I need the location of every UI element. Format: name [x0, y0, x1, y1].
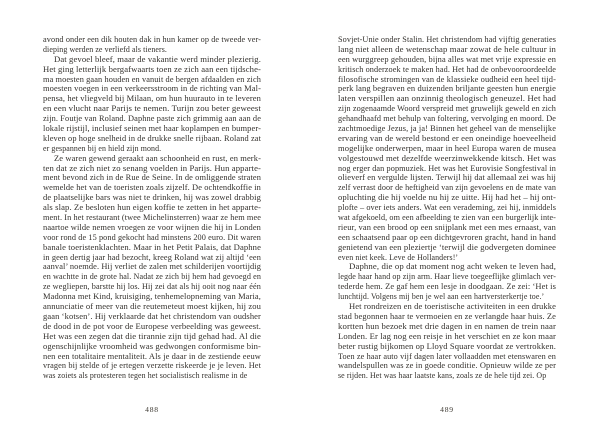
paragraph	[338, 300, 556, 379]
text-line: wandelspullen was ze in goede conditie. Opnieuw wilde ze per	[338, 361, 556, 371]
page-left-text	[43, 33, 261, 379]
text-line: tederde hem. Ze gaf hem een lesje in doodgaan. Ze zei: ‘Het is	[338, 282, 556, 292]
text-line: nen een totalitaire mentaliteit. Als je daar in de zestiende eeuw	[43, 351, 261, 361]
text-line: en wachtte in de grote hal. Nadat ze zich bij hem had gevoegd en	[43, 272, 262, 282]
text-line: banale toeristenklachten. Maar in het Petit Palais, dat Daphne	[43, 242, 261, 252]
text-line: ze wegliepen, barstte hij los. Hij zei dat als hij ooit nog naar één	[43, 282, 261, 292]
text-line: ment. In het restaurant (twee Michelinsterren) waar ze hem mee	[43, 213, 262, 223]
text-line: vragen bij stelde of je ertegen verzette riskeerde je je leven. Het	[43, 361, 261, 371]
text-line: rieur, van een brood op een snijplank met een mes ernaast, van	[338, 222, 556, 232]
text-line: ten dat ze zich niet zo senang voelden in Parijs. Hun apparte-	[43, 163, 262, 173]
text-line: laten verspillen aan onzinnig theologisch geneuzel. Het had	[338, 94, 557, 104]
text-line: even niet keek. Leve de Hollanders!’	[338, 252, 459, 262]
text-line: een wurggreep gehouden, bijna alles wat met vrije expressie en	[338, 54, 556, 64]
text-line: legde haar hand op zijn arm. Haar lieve toegeeflijke glimlach ver-	[338, 272, 557, 282]
page-number-left: 488	[145, 405, 159, 414]
text-line: beter rustig bijkomen op Lloyd Square voordat ze vertrokken.	[338, 341, 556, 351]
text-line: en een vlucht naar Parijs te nemen. Turijn zou beter geweest	[43, 104, 261, 114]
text-line: Ze waren gewend geraakt aan schoonheid en rust, en merk-	[54, 153, 262, 163]
text-line: Toen ze haar auto vijf dagen later vollaadden met etenswaren en	[338, 351, 557, 361]
text-line: perk lang begraven en duizenden briljante geesten hun energie	[338, 84, 556, 94]
text-line: filosofische stromingen van de klassieke oudheid een heel tijd-	[338, 74, 556, 84]
text-line: een schaatsend paar op een dichtgevroren gracht, hand in hand	[338, 232, 556, 242]
text-line: ment bevond zich in de Rue de Seine. In de omliggende straten	[43, 173, 261, 183]
text-line: lokale rijstijl, inclusief seinen met haar koplampen en bumper-	[43, 124, 261, 134]
text-line: nog erger dan popmuziek. Het was het Eurovisie Songfestival in	[338, 163, 557, 173]
text-line: was zoiets als protesteren tegen het socialistisch realisme in de	[43, 371, 248, 381]
page-right	[338, 33, 556, 433]
text-line: Het was een zegen dat die tirannie zijn tijd gehad had. Al die	[43, 331, 261, 341]
text-line: naartoe wilde nemen vroegen ze voor wijnen die hij in Londen	[43, 222, 261, 232]
text-line: aanval’ noemde. Hij verliet de zalen met schilderijen voortijdig	[43, 262, 262, 272]
text-line: kleven op hoge snelheid in de drukke snelle rijbaan. Roland zat	[43, 133, 261, 143]
text-line: ogenschijnlijke vroomheid was gedwongen conformisme bin-	[43, 341, 261, 351]
text-line: de dood in de pot voor de Europese verbeelding was geweest.	[43, 321, 262, 331]
text-line: Londen. Er lag nog een reisje in het verschiet en ze kon maar	[338, 331, 557, 341]
text-line: se rijden. Het was haar laatste kans, zoals ze de hele tijd zei. Op	[338, 371, 547, 381]
text-line: in geen dertig jaar had bezocht, kreeg Roland wat zij altijd ‘een	[43, 252, 261, 262]
text-line: avond onder een dik houten dak in hun kamer op de tweede ver-	[43, 35, 261, 44]
text-line: olieverf en vergulde lijsten. Terwijl hij dat allemaal zei was hij	[338, 173, 556, 183]
text-line: voor rond de 15 pond gekocht had minstens 200 euro. Dit waren	[43, 232, 261, 242]
paragraph	[43, 53, 261, 152]
text-line: zijn zogenaamde Woord verspreid met gruwelijk geweld en zich	[338, 104, 557, 114]
text-line: de plaatselijke bars was niet te drinken, hij was zowel drabbig	[43, 193, 262, 203]
text-line: ervaring van de wereld bestond er een oneindige hoeveelheid	[338, 133, 556, 143]
text-line: Het ging letterlijk bergafwaarts toen ze zich aan een tijdsche-	[43, 64, 261, 74]
text-line: lunchtijd. Volgens mij ben je wel aan een hartversterkertje toe.’	[338, 292, 545, 302]
text-line: genietend van een pleziertje ‘terwijl die godvergeten dominee	[338, 242, 557, 252]
paragraph	[43, 152, 261, 379]
text-line: zachtmoedige Jezus, ja ja! Binnen het geheel van de menselijke	[338, 124, 556, 134]
text-line: er gespannen bij en hield zijn mond.	[43, 143, 162, 153]
text-line: stad begonnen haar te vermoeien en ze verlangde haar huis. Ze	[338, 311, 557, 321]
text-line: wat afgekoeld, om een afbeelding te zien van een burgerlijk inte-	[338, 213, 557, 223]
text-line: zijn. Foutje van Roland. Daphne paste zich grimmig aan aan de	[43, 114, 261, 124]
text-line: lang niet alleen de wetenschap maar zowat de hele cultuur in	[338, 44, 556, 54]
text-line: ma moesten gaan houden en vanuit de bergen afdaalden en zich	[43, 74, 261, 84]
text-line: Dat gevoel bleef, maar de vakantie werd minder plezierig.	[54, 54, 261, 64]
paragraph	[338, 260, 556, 300]
text-line: volgestouwd met dezelfde weerzinwekkende kitsch. Het was	[338, 153, 556, 163]
text-line: kritisch onderzoek te maken had. Het had de onbevooroordeelde	[338, 64, 557, 74]
paragraph	[338, 33, 556, 260]
text-line: kortten hun bezoek met drie dagen in en namen de trein naar	[338, 321, 556, 331]
text-line: moesten voegen in een verkeersstroom in de richting van Mal-	[43, 84, 262, 94]
text-line: annunciatie of meer van die reutemeteut moest kijken, hij zou	[43, 302, 262, 312]
page-right-text	[338, 33, 556, 379]
text-line: dieping werden ze verliefd als tieners.	[43, 44, 167, 54]
text-line: Daphne, die op dat moment nog acht weken te leven had,	[349, 262, 557, 272]
text-line: zelf verrast door de heftigheid van zijn gevoelens en de mate van	[338, 183, 557, 193]
text-line: Sovjet-Unie onder Stalin. Het christendom had vijftig generaties	[338, 35, 557, 44]
page-left	[43, 33, 261, 433]
text-line: mogelijke onderwerpen, maar in heel Europa waren de musea	[338, 143, 557, 153]
text-line: als slap. Ze besloten hun eigen koffie te zetten in het apparte-	[43, 203, 262, 213]
text-line: plofte – over iets anders. Wat een verademing, zei hij, inmiddels	[338, 203, 557, 213]
text-line: opluchting die hij voelde nu hij ze uitte. Hij had het – hij ont-	[338, 193, 556, 203]
text-line: gaan ‘kotsen’. Hij verklaarde dat het christendom van oudsher	[43, 311, 261, 321]
text-line: pensa, het vliegveld bij Milaan, om hun huurauto in te leveren	[43, 94, 262, 104]
text-line: Madonna met Kind, kruisiging, tenhemelopneming van Maria,	[43, 292, 262, 302]
paragraph	[43, 33, 261, 53]
text-line: wemelde het van de toeristen zoals zijzelf. De ochtendkoffie in	[43, 183, 261, 193]
text-line: gehandhaafd met behulp van foltering, vervolging en moord. De	[338, 114, 556, 124]
page-number-right: 489	[440, 405, 454, 414]
text-line: Het rondreizen en de toeristische activiteiten in een drukke	[349, 302, 557, 312]
